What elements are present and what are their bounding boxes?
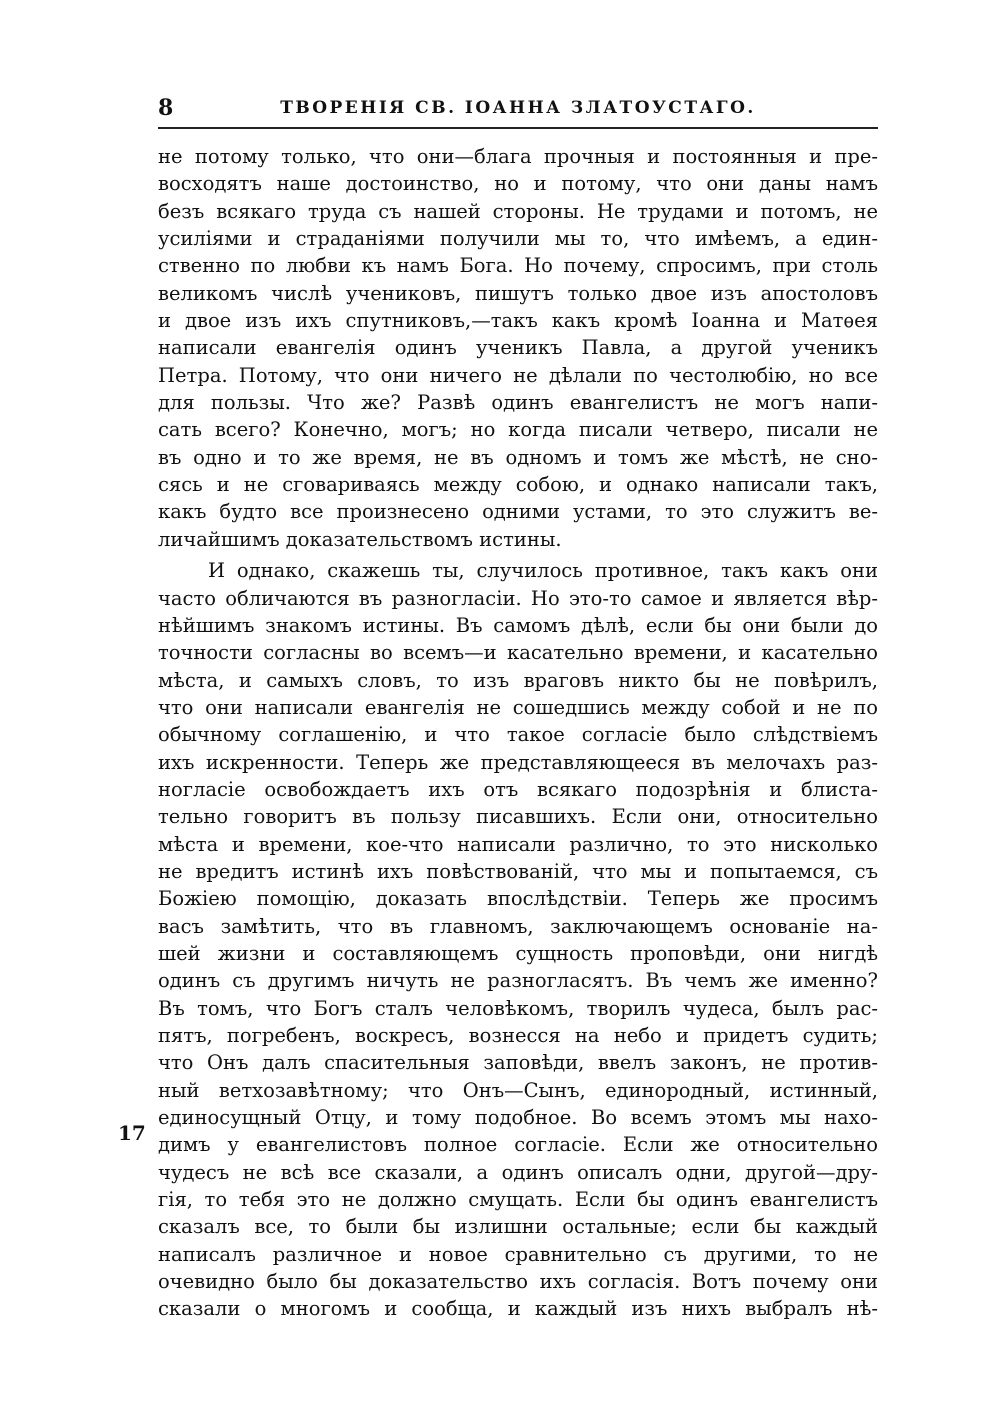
text-line: мѣста и времени, кое-что написали различно, то это нисколько: [158, 832, 878, 856]
running-title: ТВОРЕНІЯ СВ. ІОАННА ЗЛАТОУСТАГО.: [280, 98, 756, 118]
text-line: мѣста, и самыхъ словъ, то изъ враговъ никто бы не повѣрилъ,: [158, 668, 878, 692]
text-line: безъ всякаго труда съ нашей стороны. Не трудами и потомъ, не: [158, 199, 878, 223]
text-line: очевидно было бы доказательство ихъ согласія. Вотъ почему они: [158, 1270, 878, 1294]
text-line: восходятъ наше достоинство, но и потому, что они даны намъ: [158, 172, 878, 196]
text-line: для пользы. Что же? Развѣ одинъ евангелистъ не могъ напи-: [158, 391, 878, 415]
text-line: личайшимъ доказательствомъ истины.: [158, 527, 562, 551]
text-line: ный ветхозавѣтному; что Онъ—Сынъ, единородный, истинный,: [158, 1078, 878, 1102]
text-line: сказали о многомъ и сообща, и каждый изъ нихъ выбралъ нѣ-: [158, 1297, 878, 1321]
text-line: часто обличаются въ разногласіи. Но это-то самое и является вѣр-: [158, 586, 878, 610]
text-line: не вредитъ истинѣ ихъ повѣствованій, что мы и попытаемся, съ: [158, 859, 878, 883]
text-line: димъ у евангелистовъ полное согласіе. Если же относительно: [158, 1133, 878, 1157]
text-line: гія, то тебя это не должно смущать. Если бы одинъ евангелистъ: [158, 1188, 878, 1212]
text-line: въ одно и то же время, не въ одномъ и томъ же мѣстѣ, не сно-: [158, 445, 878, 469]
text-line: ихъ искренности. Теперь же представляющееся въ мелочахъ раз-: [158, 750, 878, 774]
text-line: Въ томъ, что Богъ сталъ человѣкомъ, творилъ чудеса, былъ рас-: [158, 996, 878, 1020]
text-line: сказалъ все, то были бы излишни остальные; если бы каждый: [158, 1215, 878, 1239]
text-line: И однако, скажешь ты, случилось противное, такъ какъ они: [208, 559, 878, 583]
text-line: не потому только, что они—блага прочныя и постоянныя и пре-: [158, 145, 878, 168]
text-line: тельно говоритъ въ пользу писавшихъ. Если они, относительно: [158, 805, 878, 829]
text-line: великомъ числѣ учениковъ, пишутъ только двое изъ апостоловъ: [158, 281, 878, 305]
text-line: нѣйшимъ знакомъ истины. Въ самомъ дѣлѣ, если бы они были до: [158, 613, 878, 637]
text-line: и двое изъ ихъ спутниковъ,—такъ какъ кромѣ Іоанна и Матѳея: [158, 309, 878, 333]
text-line: сясь и не сговариваясь между собою, и однако написали такъ,: [158, 473, 878, 497]
body-text: [158, 143, 878, 1323]
text-line: шей жизни и составляющемъ сущность проповѣди, они нигдѣ: [158, 941, 878, 965]
text-line: что Онъ далъ спасительныя заповѣди, ввелъ законъ, не против-: [158, 1051, 878, 1075]
text-line: чудесъ не всѣ все сказали, а одинъ описалъ одни, другой—дру-: [158, 1160, 878, 1184]
page-number: 8: [158, 95, 174, 121]
text-line: точности согласны во всемъ—и касательно времени, и касательно: [158, 641, 878, 665]
text-line: одинъ съ другимъ ничуть не разногласятъ. Въ чемъ же именно?: [158, 969, 878, 993]
text-line: Божіею помощію, доказать впослѣдствіи. Теперь же просимъ: [158, 887, 878, 911]
text-line: Петра. Потому, что они ничего не дѣлали по честолюбію, но все: [158, 363, 878, 387]
header-rule: [158, 127, 878, 129]
text-line: единосущный Отцу, и тому подобное. Во всемъ этомъ мы нахо-: [158, 1106, 878, 1130]
paragraph-2: [158, 557, 878, 1323]
text-line: ногласіе освобождаетъ ихъ отъ всякаго подозрѣнія и блиста-: [158, 777, 878, 801]
text-line: васъ замѣтить, что въ главномъ, заключающемъ основаніе на-: [158, 914, 878, 938]
text-line: обычному соглашенію, и что такое согласіе было слѣдствіемъ: [158, 723, 878, 747]
text-line: пятъ, погребенъ, воскресъ, вознесся на небо и придетъ судить;: [158, 1024, 878, 1047]
text-line: сать всего? Конечно, могъ; но когда писали четверо, писали не: [158, 418, 878, 442]
paragraph-1: [158, 143, 878, 553]
text-line: какъ будто все произнесено одними устами, то это служитъ ве-: [158, 500, 878, 524]
page-header: [158, 94, 878, 126]
text-line: что они написали евангелія не сошедшись между собой и не по: [158, 695, 878, 719]
margin-verse-number: 17: [118, 1121, 146, 1145]
text-line: усиліями и страданіями получили мы то, что имѣемъ, а един-: [158, 227, 878, 251]
text-line: написалъ различное и новое сравнительно съ другими, то не: [158, 1242, 878, 1266]
text-line: ственно по любви къ намъ Бога. Но почему, спросимъ, при столь: [158, 254, 878, 278]
text-line: написали евангелія одинъ ученикъ Павла, а другой ученикъ: [158, 336, 878, 360]
